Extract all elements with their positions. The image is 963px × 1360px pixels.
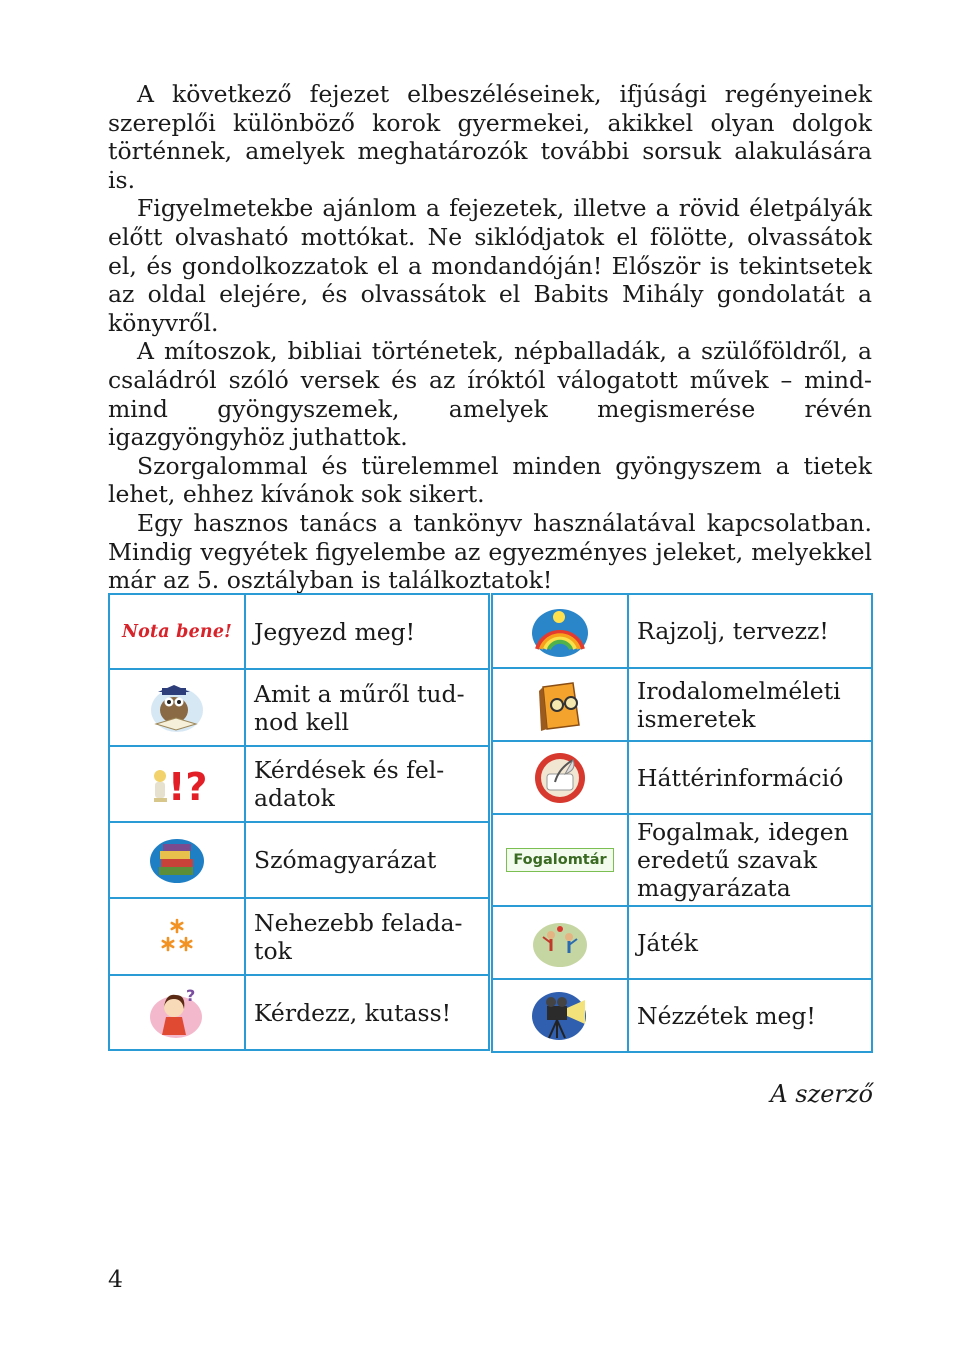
symbol-legend-left bbox=[108, 593, 490, 1051]
legend-label: Rajzolj, tervezz! bbox=[628, 594, 872, 668]
intro-text bbox=[108, 80, 872, 595]
legend-label: Nehezebb feladatok bbox=[245, 898, 489, 975]
legend-label: Háttérinformáció bbox=[628, 741, 872, 814]
girl-asking-icon bbox=[146, 985, 208, 1041]
paragraph: Figyelmetekbe ajánlom a fejezetek, illetve a rövid életpályák előtt olvasható mottókat. Ne siklódjatok el fölötte, olvassátok el, és gondolkozzatok el a mondandóján! Először is tekintsetek az oldal elejére, és olvassátok el Babits Mihály gondolatát a könyvről. bbox=[108, 194, 872, 337]
legend-row bbox=[109, 669, 489, 746]
legend-row bbox=[492, 668, 872, 741]
legend-icon-cell bbox=[492, 979, 628, 1052]
book-glasses-icon bbox=[529, 677, 591, 733]
symbol-legend-right bbox=[491, 593, 873, 1053]
legend-row bbox=[492, 906, 872, 979]
legend-row bbox=[109, 594, 489, 669]
svg-text:!?: !? bbox=[168, 765, 208, 806]
asterisks-icon bbox=[157, 917, 197, 957]
legend-icon-cell bbox=[109, 975, 245, 1050]
paragraph: A mítoszok, bibliai történetek, népballadák, a szülőföldről, a családról szóló versek és az íróktól válogatott művek – mindmind gyöngyszemek, amelyek megismerése révén igazgyöngyhöz juthattok. bbox=[108, 337, 872, 452]
legend-icon-cell bbox=[109, 746, 245, 822]
legend-row bbox=[109, 746, 489, 822]
scroll-quill-icon bbox=[529, 750, 591, 806]
legend-icon-cell bbox=[492, 594, 628, 668]
legend-label: Szómagyarázat bbox=[245, 822, 489, 898]
legend-row bbox=[492, 594, 872, 668]
legend-icon-cell bbox=[492, 741, 628, 814]
question-exclamation-icon bbox=[146, 762, 208, 806]
playing-children-icon bbox=[529, 915, 591, 971]
legend-icon-cell bbox=[109, 669, 245, 746]
legend-icon-cell bbox=[492, 814, 628, 906]
legend-label: Fogalmak, idegen eredetű szavak magyarázata bbox=[628, 814, 872, 906]
film-camera-icon bbox=[529, 988, 591, 1044]
rainbow-icon bbox=[529, 603, 591, 659]
legend-icon-cell bbox=[109, 898, 245, 975]
legend-row bbox=[492, 741, 872, 814]
legend-row bbox=[109, 822, 489, 898]
fogalomtar-label: Fogalomtár bbox=[506, 848, 613, 872]
legend-label: Nézzétek meg! bbox=[628, 979, 872, 1052]
legend-label: Kérdezz, kutass! bbox=[245, 975, 489, 1050]
paragraph: Szorgalommal és türelemmel minden gyöngyszem a tietek lehet, ehhez kívánok sok sikert. bbox=[108, 451, 872, 509]
legend-icon-cell bbox=[109, 594, 245, 669]
author-signature: A szerző bbox=[770, 1080, 873, 1108]
legend-label: Irodalomelméleti ismeretek bbox=[628, 668, 872, 741]
legend-label: Jegyezd meg! bbox=[245, 594, 489, 669]
book-stack-icon bbox=[146, 835, 208, 885]
paragraph: A következő fejezet elbeszéléseinek, ifjúsági regényeinek szereplői különböző korok gyermekei, akikkel olyan dolgok történnek, amelyek meghatározók további sorsuk alakulására is. bbox=[108, 80, 872, 194]
legend-row bbox=[109, 898, 489, 975]
legend-icon-cell bbox=[492, 906, 628, 979]
owl-reading-icon bbox=[146, 680, 208, 736]
nota-bene-label: Nota bene! bbox=[121, 621, 233, 642]
legend-row bbox=[492, 979, 872, 1052]
legend-row bbox=[492, 814, 872, 906]
legend-row bbox=[109, 975, 489, 1050]
legend-icon-cell bbox=[109, 822, 245, 898]
legend-label: Játék bbox=[628, 906, 872, 979]
page-number: 4 bbox=[108, 1265, 123, 1293]
legend-icon-cell bbox=[492, 668, 628, 741]
legend-label: Kérdések és feladatok bbox=[245, 746, 489, 822]
paragraph: Egy hasznos tanács a tankönyv használatával kapcsolatban. Mindig vegyétek figyelembe az egyezményes jeleket, melyekkel már az 5. osztályban is találkoztatok! bbox=[108, 508, 872, 595]
svg-text:?: ? bbox=[186, 985, 196, 1005]
legend-label: Amit a műről tudnod kell bbox=[245, 669, 489, 746]
